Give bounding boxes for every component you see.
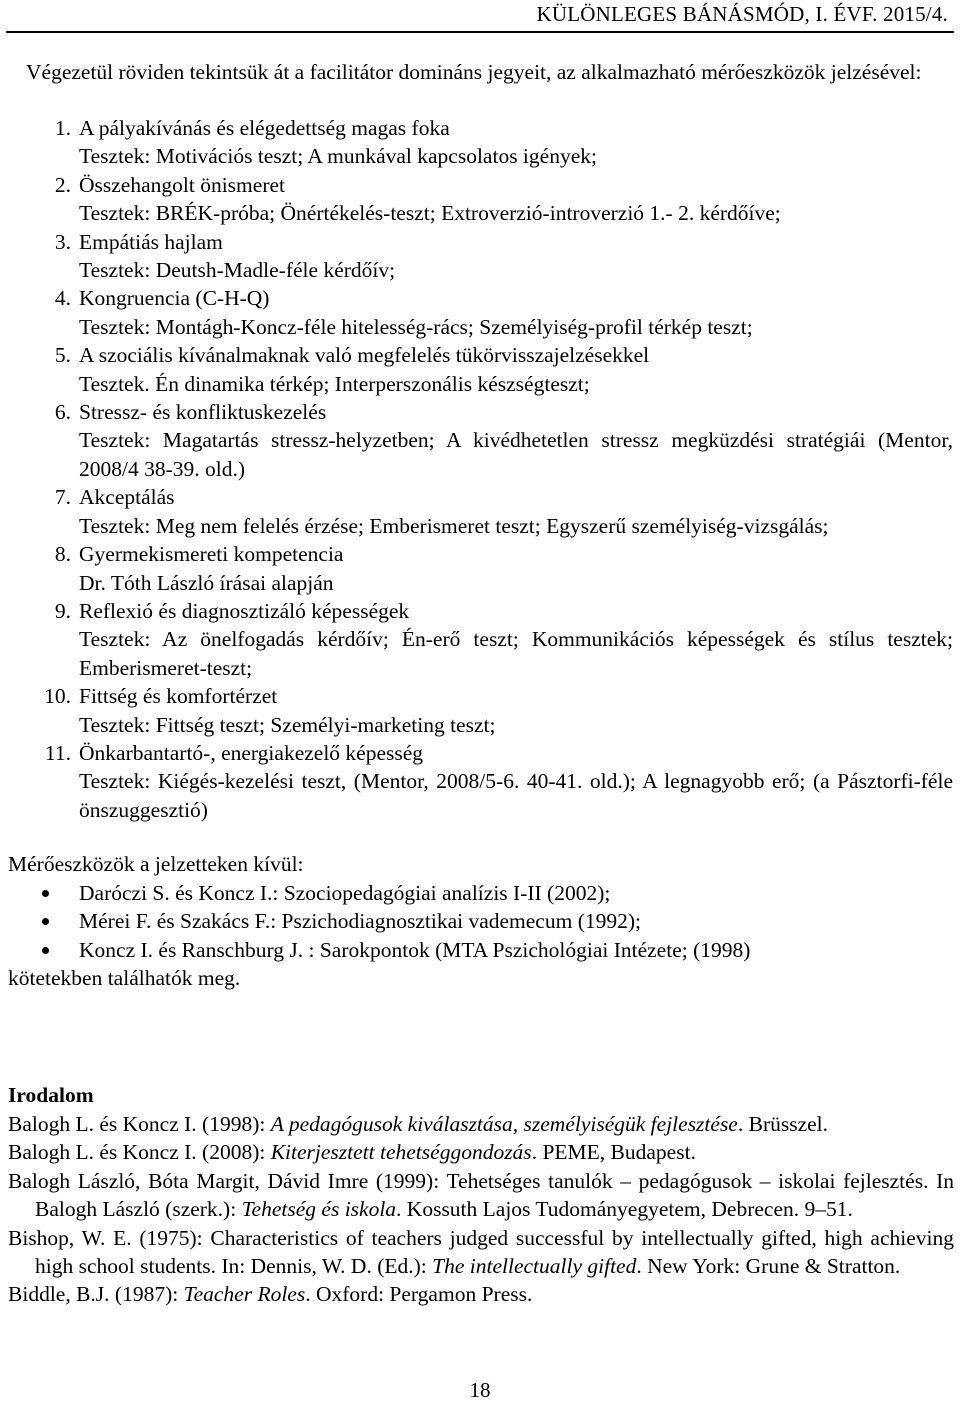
list-item [8, 597, 954, 682]
list-item [8, 228, 954, 285]
item-number: 10. [44, 684, 71, 709]
item-detail: Dr. Tóth László írásai alapján [79, 570, 334, 595]
item-number: 4. [54, 286, 71, 311]
references-heading: Irodalom [8, 1083, 94, 1107]
ref-text: Bishop, W. E. (1975): Characteristics of teachers judged successful by intellectually gifted, high achieving high school students. In: Dennis, W. D. (Ed.): [8, 1225, 954, 1279]
list-item [8, 682, 954, 739]
item-number: 6. [54, 400, 71, 425]
item-detail: Tesztek: Motivációs teszt; A munkával kapcsolatos igények; [79, 144, 597, 169]
list-item [8, 284, 954, 341]
list-item [8, 114, 954, 171]
item-detail: Tesztek: Deutsh-Madle-féle kérdőív; [79, 258, 396, 283]
reference-entry [8, 1138, 954, 1166]
item-title: Gyermekismereti kompetencia [79, 542, 344, 567]
item-number: 7. [54, 485, 71, 510]
ref-text: . New York: Grune & Stratton. [636, 1254, 901, 1279]
list-item [8, 739, 954, 824]
item-title: Fittség és komfortérzet [79, 684, 278, 709]
bullet-text: Mérei F. és Szakács F.: Pszichodiagnosztikai vademecum (1992); [79, 909, 641, 934]
ref-title: Teacher Roles [183, 1282, 306, 1307]
reference-entry [8, 1280, 954, 1308]
tools-closing-text: kötetekben találhatók meg. [8, 966, 241, 990]
bullet-dot-icon [8, 936, 79, 964]
ref-text: . Oxford: Pergamon Press. [305, 1282, 533, 1307]
bullet-item [8, 907, 954, 935]
item-detail: Tesztek: Fittség teszt; Személyi-marketing teszt; [79, 712, 496, 737]
item-title: Kongruencia (C-H-Q) [79, 286, 270, 311]
bullet-dot-icon [8, 907, 79, 935]
item-detail: Tesztek: Meg nem felelés érzése; Emberismeret teszt; Egyszerű személyiség-vizsgálás; [79, 513, 829, 538]
reference-entry [8, 1110, 954, 1138]
facilitator-traits-list [8, 114, 954, 824]
tools-heading: Mérőeszközök a jelzetteken kívül: [8, 852, 304, 876]
ref-text: . Kossuth Lajos Tudományegyetem, Debrecen. 9–51. [396, 1197, 853, 1222]
item-number: 2. [54, 172, 71, 197]
ref-title: Tehetség és iskola [241, 1197, 397, 1222]
list-item [8, 483, 954, 540]
list-item [8, 171, 954, 228]
list-item [8, 540, 954, 597]
bullet-item [8, 879, 954, 907]
page-number: 18 [469, 1378, 491, 1402]
item-number: 9. [54, 598, 71, 623]
bullet-text: Daróczi S. és Koncz I.: Szociopedagógiai analízis I-II (2002); [79, 881, 611, 905]
item-title: Empátiás hajlam [79, 229, 223, 254]
item-number: 11. [44, 740, 71, 765]
item-detail: Tesztek: Magatartás stressz-helyzetben; A kivédhetetlen stressz megküzdési stratégiái (Mentor, 2008/4 38-39. old.) [79, 428, 953, 481]
bullet-dot-icon [8, 879, 79, 907]
bullet-text: Koncz I. és Ranschburg J. : Sarokpontok (MTA Pszichológiai Intézete; (1998) [79, 937, 751, 962]
list-item [8, 398, 954, 483]
ref-text: . Brüsszel. [737, 1112, 829, 1136]
item-title: Összehangolt önismeret [79, 172, 285, 197]
item-title: A pályakívánás és elégedettség magas foka [79, 116, 450, 140]
ref-text: Balogh L. és Koncz I. (2008): [8, 1140, 271, 1165]
item-title: Akceptálás [79, 485, 175, 510]
reference-entry [8, 1224, 954, 1281]
item-title: A szociális kívánalmaknak való megfelelés tükörvisszajelzésekkel [79, 343, 650, 368]
item-detail: Tesztek: Kiégés-kezelési teszt, (Mentor, 2008/5-6. 40-41. old.); A legnagyobb erő; (a Pásztorfi-féle önszuggesztió) [79, 769, 953, 822]
list-item [8, 341, 954, 398]
ref-title: A pedagógusok kiválasztása, személyiségük fejlesztése [270, 1112, 738, 1136]
ref-text: . PEME, Budapest. [531, 1140, 696, 1165]
item-title: Reflexió és diagnosztizáló képességek [79, 598, 410, 623]
item-number: 1. [54, 116, 71, 140]
intro-paragraph: Végezetül röviden tekintsük át a facilitátor domináns jegyeit, az alkalmazható mérőeszközök jelzésével: [26, 60, 922, 84]
item-number: 3. [54, 229, 71, 254]
ref-text: Balogh László, Bóta Margit, Dávid Imre (1999): Tehetséges tanulók – pedagógusok – iskolai fejlesztés. In Balogh László (szerk.): [8, 1168, 954, 1222]
tools-bullet-list [8, 879, 954, 964]
item-detail: Tesztek: Az önelfogadás kérdőív; Én-erő teszt; Kommunikációs képességek és stílus tesztek; Emberismeret-teszt; [79, 627, 953, 680]
item-detail: Tesztek. Én dinamika térkép; Interperszonális készségteszt; [79, 371, 590, 396]
ref-title: The intellectually gifted [432, 1254, 637, 1279]
ref-title: Kiterjesztett tehetséggondozás [270, 1140, 532, 1165]
ref-text: Biddle, B.J. (1987): [8, 1282, 184, 1307]
item-detail: Tesztek: Montágh-Koncz-féle hitelesség-rács; Személyiség-profil térkép teszt; [79, 314, 753, 339]
reference-entry [8, 1167, 954, 1224]
bullet-item [8, 936, 954, 964]
running-header: KÜLÖNLEGES BÁNÁSMÓD, I. ÉVF. 2015/4. [536, 2, 948, 26]
header-rule [6, 31, 954, 33]
item-number: 5. [54, 343, 71, 368]
item-number: 8. [54, 542, 71, 567]
item-title: Önkarbantartó-, energiakezelő képesség [79, 740, 424, 765]
references-list [8, 1110, 954, 1309]
ref-text: Balogh L. és Koncz I. (1998): [8, 1112, 271, 1136]
item-detail: Tesztek: BRÉK-próba; Önértékelés-teszt; Extroverzió-introverzió 1.- 2. kérdőíve; [79, 201, 781, 226]
item-title: Stressz- és konfliktuskezelés [79, 400, 327, 425]
